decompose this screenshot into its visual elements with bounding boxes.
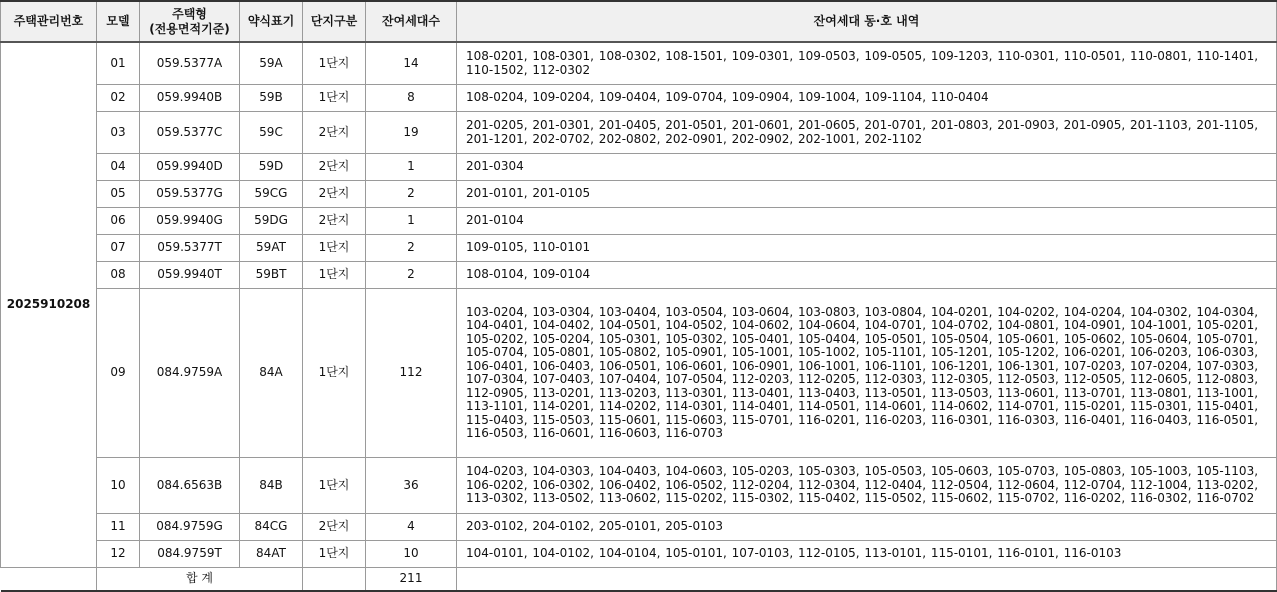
complex-cell: 1단지 bbox=[303, 541, 366, 568]
type-cell: 084.9759A bbox=[140, 289, 240, 458]
units-cell: 108-0104, 109-0104 bbox=[457, 262, 1277, 289]
count-cell: 1 bbox=[366, 208, 457, 235]
units-cell: 104-0101, 104-0102, 104-0104, 105-0101, 107-0103, 112-0105, 113-0101, 115-0101, 116-0101, 116-0103 bbox=[457, 541, 1277, 568]
model-cell: 01 bbox=[97, 42, 140, 85]
short-cell: 59C bbox=[240, 112, 303, 154]
model-cell: 03 bbox=[97, 112, 140, 154]
units-cell: 201-0304 bbox=[457, 154, 1277, 181]
table-row bbox=[1, 208, 1277, 235]
model-cell: 05 bbox=[97, 181, 140, 208]
header-house-type bbox=[140, 1, 240, 42]
complex-cell: 2단지 bbox=[303, 181, 366, 208]
model-cell: 07 bbox=[97, 235, 140, 262]
table-row bbox=[1, 181, 1277, 208]
total-label: 합 계 bbox=[97, 568, 303, 592]
type-cell: 084.9759T bbox=[140, 541, 240, 568]
complex-cell: 1단지 bbox=[303, 262, 366, 289]
table-row bbox=[1, 289, 1277, 458]
mgmt-no-cell: 2025910208 bbox=[1, 42, 97, 568]
header-remaining-detail: 잔여세대 동·호 내역 bbox=[457, 1, 1277, 42]
type-cell: 059.9940B bbox=[140, 85, 240, 112]
count-cell: 19 bbox=[366, 112, 457, 154]
total-count: 211 bbox=[366, 568, 457, 592]
complex-cell: 1단지 bbox=[303, 42, 366, 85]
count-cell: 10 bbox=[366, 541, 457, 568]
model-cell: 12 bbox=[97, 541, 140, 568]
model-cell: 09 bbox=[97, 289, 140, 458]
type-cell: 059.5377A bbox=[140, 42, 240, 85]
complex-cell: 1단지 bbox=[303, 289, 366, 458]
header-mgmt-no: 주택관리번호 bbox=[1, 1, 97, 42]
total-blank-complex bbox=[303, 568, 366, 592]
units-cell: 201-0101, 201-0105 bbox=[457, 181, 1277, 208]
units-cell: 201-0205, 201-0301, 201-0405, 201-0501, 201-0601, 201-0605, 201-0701, 201-0803, 201-0903, 201-0905, 201-1103, 201-1105, 201-1201, 202-0702, 202-0802, 202-0901, 202-0902, 202-1001, 202-1102 bbox=[457, 112, 1277, 154]
table-row bbox=[1, 458, 1277, 514]
short-cell: 59D bbox=[240, 154, 303, 181]
model-cell: 02 bbox=[97, 85, 140, 112]
complex-cell: 2단지 bbox=[303, 154, 366, 181]
header-row bbox=[1, 1, 1277, 42]
complex-cell: 2단지 bbox=[303, 112, 366, 154]
short-cell: 59CG bbox=[240, 181, 303, 208]
model-cell: 06 bbox=[97, 208, 140, 235]
count-cell: 8 bbox=[366, 85, 457, 112]
type-cell: 059.5377G bbox=[140, 181, 240, 208]
header-complex: 단지구분 bbox=[303, 1, 366, 42]
total-row bbox=[1, 568, 1277, 592]
model-cell: 04 bbox=[97, 154, 140, 181]
short-cell: 59AT bbox=[240, 235, 303, 262]
complex-cell: 2단지 bbox=[303, 514, 366, 541]
table-row bbox=[1, 85, 1277, 112]
count-cell: 36 bbox=[366, 458, 457, 514]
total-blank-detail bbox=[457, 568, 1277, 592]
table-row bbox=[1, 112, 1277, 154]
short-cell: 84AT bbox=[240, 541, 303, 568]
short-cell: 59B bbox=[240, 85, 303, 112]
short-cell: 84A bbox=[240, 289, 303, 458]
count-cell: 112 bbox=[366, 289, 457, 458]
model-cell: 11 bbox=[97, 514, 140, 541]
units-cell: 108-0201, 108-0301, 108-0302, 108-1501, 109-0301, 109-0503, 109-0505, 109-1203, 110-0301, 110-0501, 110-0801, 110-1401, 110-1502, 112-0302 bbox=[457, 42, 1277, 85]
type-cell: 059.5377C bbox=[140, 112, 240, 154]
complex-cell: 1단지 bbox=[303, 458, 366, 514]
units-cell: 103-0204, 103-0304, 103-0404, 103-0504, 103-0604, 103-0803, 103-0804, 104-0201, 104-0202, 104-0204, 104-0302, 104-0304, 104-0401, 104-0402, 104-0501, 104-0502, 104-0602, 104-0604, 104-0701, 104-0702, 104-0801, 104-0901, 104-1001, 105-0201, 105-0202, 105-0204, 105-0301, 105-0302, 105-0401, 105-0404, 105-0501, 105-0504, 105-0601, 105-0602, 105-0604, 105-0701, 105-0704, 105-0801, 105-0802, 105-0901, 105-1001, 105-1002, 105-1101, 105-1201, 105-1202, 106-0201, 106-0203, 106-0303, 106-0401, 106-0403, 106-0501, 106-0601, 106-0901, 106-1001, 106-1101, 106-1201, 106-1301, 107-0203, 107-0204, 107-0303, 107-0304, 107-0403, 107-0404, 107-0504, 112-0203, 112-0205, 112-0303, 112-0305, 112-0503, 112-0505, 112-0605, 112-0803, 112-0905, 113-0201, 113-0203, 113-0301, 113-0401, 113-0403, 113-0501, 113-0503, 113-0601, 113-0701, 113-0801, 113-1001, 113-1101, 114-0201, 114-0202, 114-0301, 114-0401, 114-0501, 114-0601, 114-0602, 114-0701, 115-0201, 115-0301, 115-0401, 115-0403, 115-0503, 115-0601, 115-0603, 115-0701, 116-0201, 116-0203, 116-0301, 116-0303, 116-0401, 116-0403, 116-0501, 116-0503, 116-0601, 116-0603, 116-0703 bbox=[457, 289, 1277, 458]
short-cell: 59A bbox=[240, 42, 303, 85]
type-cell: 084.9759G bbox=[140, 514, 240, 541]
type-cell: 059.5377T bbox=[140, 235, 240, 262]
units-cell: 203-0102, 204-0102, 205-0101, 205-0103 bbox=[457, 514, 1277, 541]
short-cell: 59DG bbox=[240, 208, 303, 235]
count-cell: 2 bbox=[366, 235, 457, 262]
type-cell: 059.9940T bbox=[140, 262, 240, 289]
units-cell: 108-0204, 109-0204, 109-0404, 109-0704, 109-0904, 109-1004, 109-1104, 110-0404 bbox=[457, 85, 1277, 112]
count-cell: 2 bbox=[366, 262, 457, 289]
header-model: 모델 bbox=[97, 1, 140, 42]
short-cell: 59BT bbox=[240, 262, 303, 289]
short-cell: 84CG bbox=[240, 514, 303, 541]
count-cell: 14 bbox=[366, 42, 457, 85]
units-cell: 109-0105, 110-0101 bbox=[457, 235, 1277, 262]
total-blank-mgmt bbox=[1, 568, 97, 592]
type-cell: 084.6563B bbox=[140, 458, 240, 514]
type-cell: 059.9940G bbox=[140, 208, 240, 235]
table-row bbox=[1, 262, 1277, 289]
header-house-type-line2: (전용면적기준) bbox=[149, 21, 230, 36]
model-cell: 08 bbox=[97, 262, 140, 289]
table-row bbox=[1, 514, 1277, 541]
count-cell: 4 bbox=[366, 514, 457, 541]
complex-cell: 1단지 bbox=[303, 235, 366, 262]
table-row bbox=[1, 235, 1277, 262]
complex-cell: 1단지 bbox=[303, 85, 366, 112]
type-cell: 059.9940D bbox=[140, 154, 240, 181]
units-cell: 201-0104 bbox=[457, 208, 1277, 235]
table-row bbox=[1, 42, 1277, 85]
model-cell: 10 bbox=[97, 458, 140, 514]
short-cell: 84B bbox=[240, 458, 303, 514]
units-cell: 104-0203, 104-0303, 104-0403, 104-0603, 105-0203, 105-0303, 105-0503, 105-0603, 105-0703, 105-0803, 105-1003, 105-1103, 106-0202, 106-0302, 106-0402, 106-0502, 112-0204, 112-0304, 112-0404, 112-0504, 112-0604, 112-0704, 112-1004, 113-0202, 113-0302, 113-0502, 113-0602, 115-0202, 115-0302, 115-0402, 115-0502, 115-0602, 115-0702, 116-0202, 116-0302, 116-0702 bbox=[457, 458, 1277, 514]
header-house-type-line1: 주택형 bbox=[172, 6, 207, 21]
header-short-label: 약식표기 bbox=[240, 1, 303, 42]
count-cell: 2 bbox=[366, 181, 457, 208]
table-row bbox=[1, 154, 1277, 181]
table-row bbox=[1, 541, 1277, 568]
complex-cell: 2단지 bbox=[303, 208, 366, 235]
header-remaining-count: 잔여세대수 bbox=[366, 1, 457, 42]
count-cell: 1 bbox=[366, 154, 457, 181]
